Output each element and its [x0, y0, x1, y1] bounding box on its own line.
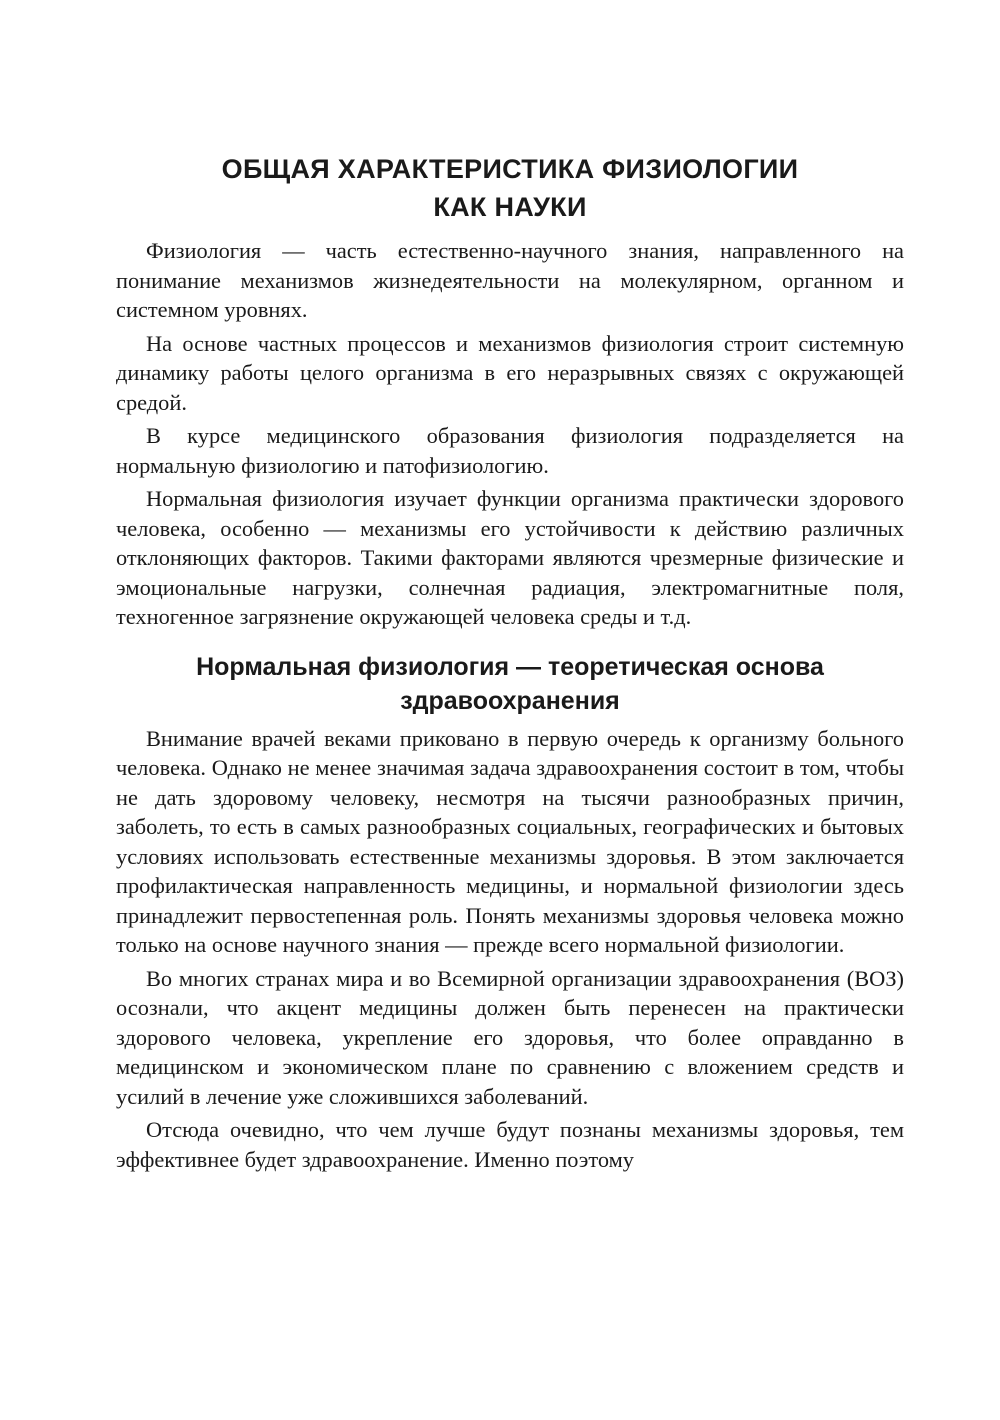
paragraph: В курсе медицинского образования физиология подразделяется на нормальную физиологию и патофизиологию.: [116, 423, 904, 478]
chapter-title: [116, 150, 904, 226]
paragraph: Во многих странах мира и во Всемирной организации здравоохранения (ВОЗ) осознали, что акцент медицины должен быть перенесен на практически здорового человека, укрепление его здоровья, что более оправданно в медицинском и экономическом плане по сравнению с вложением средств и усилий в лечение уже сложившихся заболеваний.: [116, 965, 904, 1109]
page-content: [116, 150, 904, 1178]
paragraph: Внимание врачей веками приковано в первую очередь к организму больного человека. Однако не менее значимая задача здравоохранения состоит в том, чтобы не дать здоровому человеку, несмотря на тысячи разнообразных причин, заболеть, то есть в самых разнообразных социальных, географических и бытовых условиях использовать естественные механизмы здоровья. В этом заключается профилактическая направленность медицины, и нормальной физиологии здесь принадлежит первостепенная роль. Понять механизмы здоровья человека можно только на основе научного знания — прежде всего нормальной физиологии.: [116, 725, 904, 957]
paragraph: Физиология — часть естественно-научного знания, направленного на понимание механизмов жизнедеятельности на молекулярном, органном и системном уровнях.: [116, 238, 904, 322]
paragraph: На основе частных процессов и механизмов физиология строит системную динамику работы целого организма в его неразрывных связях с окружающей средой.: [116, 330, 904, 415]
paragraph: Отсюда очевидно, что чем лучше будут познаны механизмы здоровья, тем эффективнее будет здравоохранение. Именно поэтому: [116, 1117, 904, 1172]
section-heading: [116, 650, 904, 718]
chapter-title-line-1: ОБЩАЯ ХАРАКТЕРИСТИКА ФИЗИОЛОГИИ: [221, 154, 799, 184]
section-heading-line-2: здравоохранения: [400, 686, 620, 715]
section-heading-line-1: Нормальная физиология — теоретическая основа: [196, 652, 824, 681]
paragraph: Нормальная физиология изучает функции организма практически здорового человека, особенно — механизмы его устойчивости к действию различных отклоняющих факторов. Такими факторами являются чрезмерные физические и эмоциональные нагрузки, солнечная радиация, электромагнитные поля, техногенное загрязнение окружающей человека среды и т.д.: [116, 486, 904, 629]
chapter-title-line-2: КАК НАУКИ: [433, 192, 587, 222]
